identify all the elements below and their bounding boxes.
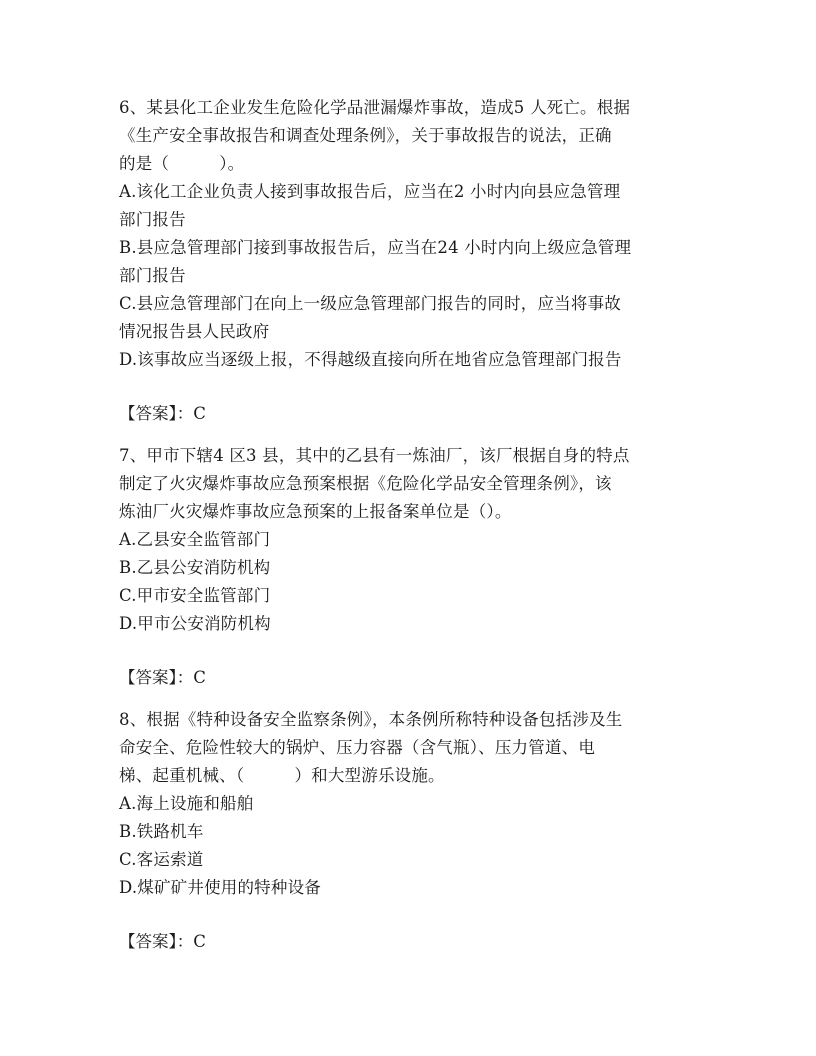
option-b-line: B.乙县公安消防机构 bbox=[119, 558, 271, 577]
option-c-line: 情况报告县人民政府 bbox=[119, 322, 270, 341]
question-stem-line: 7、甲市下辖4 区3 县，其中的乙县有一炼油厂，该厂根据自身的特点 bbox=[119, 446, 630, 465]
question-7 bbox=[119, 442, 709, 638]
option-c-line: C.客运索道 bbox=[119, 850, 204, 869]
answer-6: 【答案】：C bbox=[119, 404, 206, 423]
question-stem-line: 8、根据《特种设备安全监察条例》，本条例所称特种设备包括涉及生 bbox=[119, 710, 623, 729]
question-stem-line: 制定了火灾爆炸事故应急预案根据《危险化学品安全管理条例》，该 bbox=[119, 474, 612, 493]
option-b-line: 部门报告 bbox=[119, 266, 186, 285]
option-a-line: 部门报告 bbox=[119, 210, 186, 229]
option-d-line: D.该事故应当逐级上报，不得越级直接向所在地省应急管理部门报告 bbox=[119, 350, 622, 369]
question-stem-line: 6、某县化工企业发生危险化学品泄漏爆炸事故，造成5 人死亡。根据 bbox=[119, 98, 631, 117]
answer-8: 【答案】：C bbox=[119, 932, 206, 951]
option-a-line: A.海上设施和船舶 bbox=[119, 794, 254, 813]
option-d-line: D.甲市公安消防机构 bbox=[119, 614, 271, 633]
option-a-line: A.该化工企业负责人接到事故报告后，应当在2 小时内向县应急管理 bbox=[119, 182, 621, 201]
question-6 bbox=[119, 94, 709, 374]
question-8 bbox=[119, 706, 709, 902]
question-stem-line: 《生产安全事故报告和调查处理条例》，关于事故报告的说法，正确 bbox=[119, 126, 612, 145]
option-d-line: D.煤矿矿井使用的特种设备 bbox=[119, 878, 321, 897]
question-stem-line: 的是（ ）。 bbox=[119, 154, 245, 173]
option-b-line: B.县应急管理部门接到事故报告后，应当在24 小时内向上级应急管理 bbox=[119, 238, 632, 257]
option-c-line: C.县应急管理部门在向上一级应急管理部门报告的同时，应当将事故 bbox=[119, 294, 621, 313]
option-b-line: B.铁路机车 bbox=[119, 822, 204, 841]
option-a-line: A.乙县安全监管部门 bbox=[119, 530, 271, 549]
question-stem-line: 梯、起重机械、（ ）和大型游乐设施。 bbox=[119, 766, 445, 785]
option-c-line: C.甲市安全监管部门 bbox=[119, 586, 271, 605]
question-stem-line: 炼油厂火灾爆炸事故应急预案的上报备案单位是（）。 bbox=[119, 502, 512, 521]
question-stem-line: 命安全、危险性较大的锅炉、压力容器（含气瓶）、压力管道、电 bbox=[119, 738, 596, 757]
answer-7: 【答案】：C bbox=[119, 668, 206, 687]
